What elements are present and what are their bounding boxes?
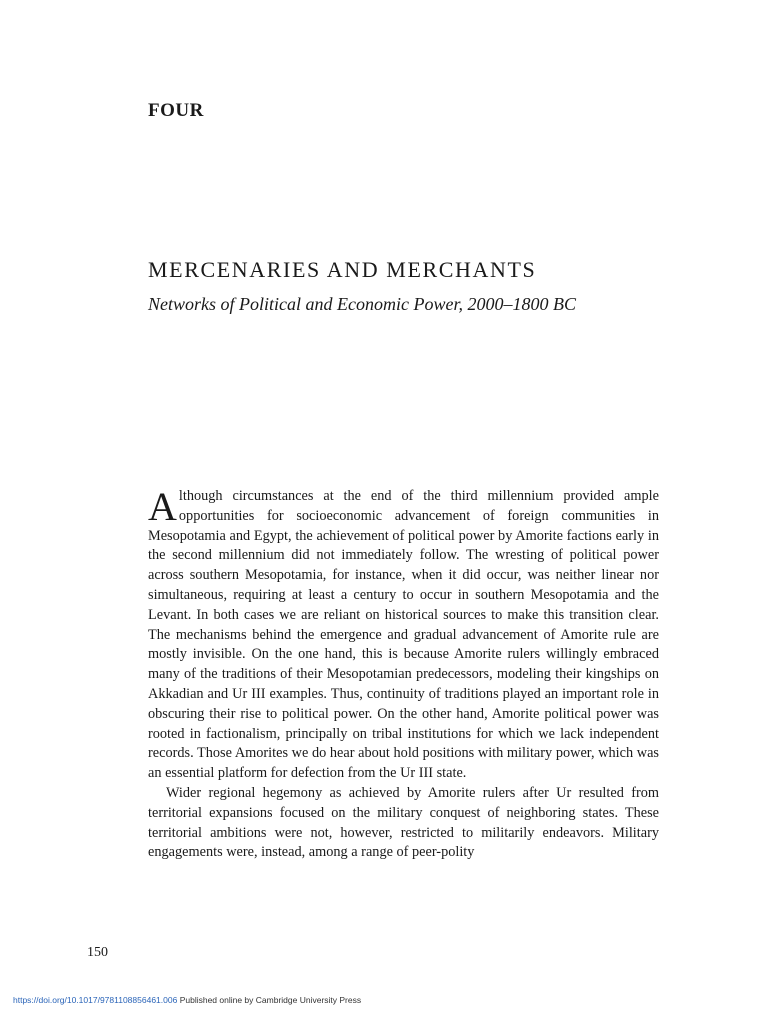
page-number: 150 xyxy=(87,945,108,960)
doi-link[interactable]: https://doi.org/10.1017/9781108856461.006 xyxy=(13,995,178,1005)
published-text: Published online by Cambridge University Press xyxy=(177,995,362,1005)
chapter-title: MERCENARIES AND MERCHANTS xyxy=(148,257,537,282)
chapter-subtitle: Networks of Political and Economic Power, 2000–1800 BC xyxy=(148,294,576,314)
paragraph-2: Wider regional hegemony as achieved by Amorite rulers after Ur resulted from territorial expansions focused on the military conquest of neighboring states. These territorial ambitions were not, however, restricted to militarily endeavors. Military engagements were, instead, among a range of peer-polity xyxy=(148,784,659,861)
body-text xyxy=(148,484,659,863)
chapter-number: FOUR xyxy=(148,100,204,121)
paragraph-1 xyxy=(148,484,659,784)
drop-cap: A xyxy=(148,484,177,529)
footer xyxy=(13,994,361,1006)
paragraph-1-text: lthough circumstances at the end of the third millennium provided ample opportunities for socioeconomic advancement of foreign communities in Mesopotamia and Egypt, the achievement of political power by Amorite factions early in the second millennium did not immediately follow. The wresting of political power across southern Mesopotamia, for instance, when it did occur, was neither linear nor simultaneous, requiring at least a century to occur in southern Mesopotamia and the Levant. In both cases we are reliant on historical sources to make this transition clear. The mechanisms behind the emergence and gradual advancement of Amorite rule are mostly invisible. On the one hand, this is because Amorite rulers willingly embraced many of the traditions of their Mesopotamian predecessors, modeling their kingships on Akkadian and Ur III examples. Thus, continuity of traditions played an important role in obscuring their rise to political power. On the other hand, Amorite political power was rooted in factionalism, principally on tribal institutions for which we lack independent records. Those Amorites we do hear about hold positions with military power, which was an essential platform for defection from the Ur III state. xyxy=(148,488,659,782)
